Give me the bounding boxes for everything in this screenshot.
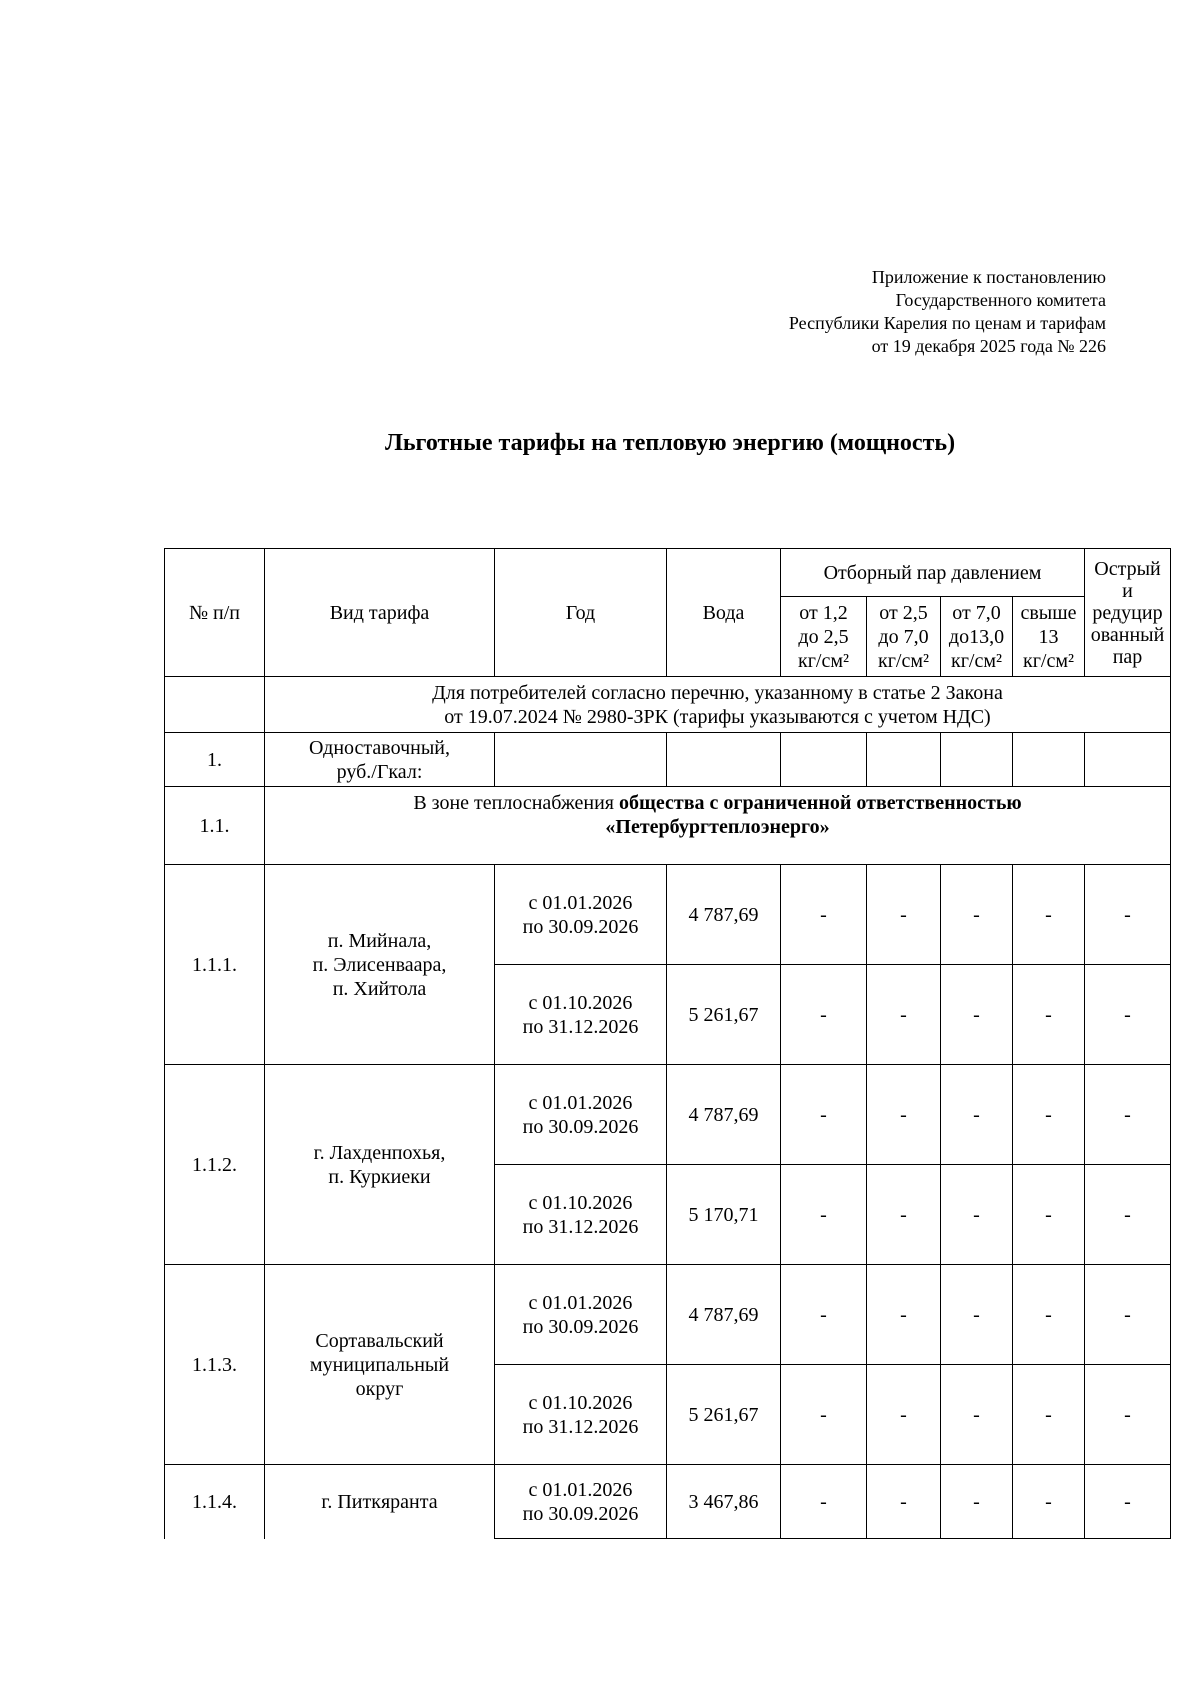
dash-cell: - xyxy=(1013,1365,1085,1465)
dash-cell: - xyxy=(1013,965,1085,1065)
water-tariff: 5 170,71 xyxy=(667,1165,781,1265)
empty-cell xyxy=(165,677,265,733)
appendix-line: от 19 декабря 2025 года № 226 xyxy=(871,336,1106,356)
group-num: 1.1.1. xyxy=(165,865,265,1065)
water-tariff: 4 787,69 xyxy=(667,1265,781,1365)
dash-cell: - xyxy=(781,1265,867,1365)
zone-num: 1.1. xyxy=(165,787,265,865)
dash-cell: - xyxy=(1085,1065,1171,1165)
dash-cell: - xyxy=(867,1365,941,1465)
dash-cell: - xyxy=(1085,965,1171,1065)
header-steam-group: Отборный пар давлением xyxy=(781,549,1085,597)
empty-cell xyxy=(781,733,867,787)
section-row xyxy=(165,733,1171,787)
dash-cell: - xyxy=(1085,1265,1171,1365)
dash-cell: - xyxy=(867,1265,941,1365)
header-year: Год xyxy=(495,549,667,677)
group-area: г. Лахденпохья, п. Куркиеки xyxy=(265,1065,495,1265)
header-steam-13: свыше 13 кг/см² xyxy=(1013,597,1085,677)
group-num: 1.1.3. xyxy=(165,1265,265,1465)
group-area: г. Питкяранта xyxy=(265,1465,495,1539)
water-tariff: 4 787,69 xyxy=(667,1065,781,1165)
dash-cell: - xyxy=(781,965,867,1065)
dash-cell: - xyxy=(781,1365,867,1465)
group-area: п. Мийнала, п. Элисенваара, п. Хийтола xyxy=(265,865,495,1065)
dash-cell: - xyxy=(781,1465,867,1539)
dash-cell: - xyxy=(781,865,867,965)
header-sharp-steam: Острый и редуцир ованный пар xyxy=(1085,549,1171,677)
period-cell: с 01.01.2026 по 30.09.2026 xyxy=(495,1265,667,1365)
period-cell: с 01.01.2026 по 30.09.2026 xyxy=(495,1465,667,1539)
dash-cell: - xyxy=(1013,1265,1085,1365)
appendix-line: Республики Карелия по ценам и тарифам xyxy=(788,313,1106,333)
period-cell: с 01.10.2026 по 31.12.2026 xyxy=(495,965,667,1065)
group-num: 1.1.4. xyxy=(165,1465,265,1539)
zone-title: В зоне теплоснабжения общества с ограниченной ответственностью «Петербургтеплоэнерго» xyxy=(265,787,1171,865)
empty-cell xyxy=(495,733,667,787)
dash-cell: - xyxy=(1013,865,1085,965)
dash-cell: - xyxy=(1085,865,1171,965)
dash-cell: - xyxy=(1085,1465,1171,1539)
dash-cell: - xyxy=(941,1265,1013,1365)
header-kind: Вид тарифа xyxy=(265,549,495,677)
header-water: Вода xyxy=(667,549,781,677)
header-row xyxy=(165,549,1171,597)
dash-cell: - xyxy=(781,1065,867,1165)
empty-cell xyxy=(867,733,941,787)
tariff-row xyxy=(165,1065,1171,1165)
empty-cell xyxy=(1085,733,1171,787)
header-num: № п/п xyxy=(165,549,265,677)
dash-cell: - xyxy=(1085,1365,1171,1465)
tariff-table xyxy=(164,548,1171,1539)
dash-cell: - xyxy=(781,1165,867,1265)
water-tariff: 5 261,67 xyxy=(667,1365,781,1465)
dash-cell: - xyxy=(1013,1165,1085,1265)
tariff-row xyxy=(165,1265,1171,1365)
dash-cell: - xyxy=(941,865,1013,965)
water-tariff: 3 467,86 xyxy=(667,1465,781,1539)
dash-cell: - xyxy=(941,1465,1013,1539)
dash-cell: - xyxy=(1013,1465,1085,1539)
header-steam-2-5: от 2,5 до 7,0 кг/см² xyxy=(867,597,941,677)
document-title: Льготные тарифы на тепловую энергию (мощность) xyxy=(384,430,956,456)
dash-cell: - xyxy=(867,1065,941,1165)
dash-cell: - xyxy=(867,965,941,1065)
water-tariff: 5 261,67 xyxy=(667,965,781,1065)
empty-cell xyxy=(941,733,1013,787)
section-label: Одноставочный, руб./Гкал: xyxy=(265,733,495,787)
period-cell: с 01.10.2026 по 31.12.2026 xyxy=(495,1365,667,1465)
consumers-note-row xyxy=(165,677,1171,733)
dash-cell: - xyxy=(941,1065,1013,1165)
zone-row xyxy=(165,787,1171,865)
dash-cell: - xyxy=(867,1165,941,1265)
water-tariff: 4 787,69 xyxy=(667,865,781,965)
dash-cell: - xyxy=(1085,1165,1171,1265)
dash-cell: - xyxy=(1013,1065,1085,1165)
dash-cell: - xyxy=(941,1365,1013,1465)
period-cell: с 01.10.2026 по 31.12.2026 xyxy=(495,1165,667,1265)
dash-cell: - xyxy=(941,965,1013,1065)
group-area: Сортавальский муниципальный округ xyxy=(265,1265,495,1465)
appendix-line: Приложение к постановлению xyxy=(871,267,1106,287)
empty-cell xyxy=(667,733,781,787)
section-num: 1. xyxy=(165,733,265,787)
empty-cell xyxy=(1013,733,1085,787)
period-cell: с 01.01.2026 по 30.09.2026 xyxy=(495,865,667,965)
period-cell: с 01.01.2026 по 30.09.2026 xyxy=(495,1065,667,1165)
tariff-row xyxy=(165,865,1171,965)
consumers-note: Для потребителей согласно перечню, указанному в статье 2 Закона от 19.07.2024 № 2980-ЗРК (тарифы указываются с учетом НДС) xyxy=(265,677,1171,733)
header-steam-7-0: от 7,0 до13,0 кг/см² xyxy=(941,597,1013,677)
dash-cell: - xyxy=(941,1165,1013,1265)
dash-cell: - xyxy=(867,1465,941,1539)
group-num: 1.1.2. xyxy=(165,1065,265,1265)
dash-cell: - xyxy=(867,865,941,965)
header-steam-1-2: от 1,2 до 2,5 кг/см² xyxy=(781,597,867,677)
tariff-row xyxy=(165,1465,1171,1539)
appendix-block xyxy=(789,266,1106,358)
appendix-line: Государственного комитета xyxy=(895,290,1106,310)
